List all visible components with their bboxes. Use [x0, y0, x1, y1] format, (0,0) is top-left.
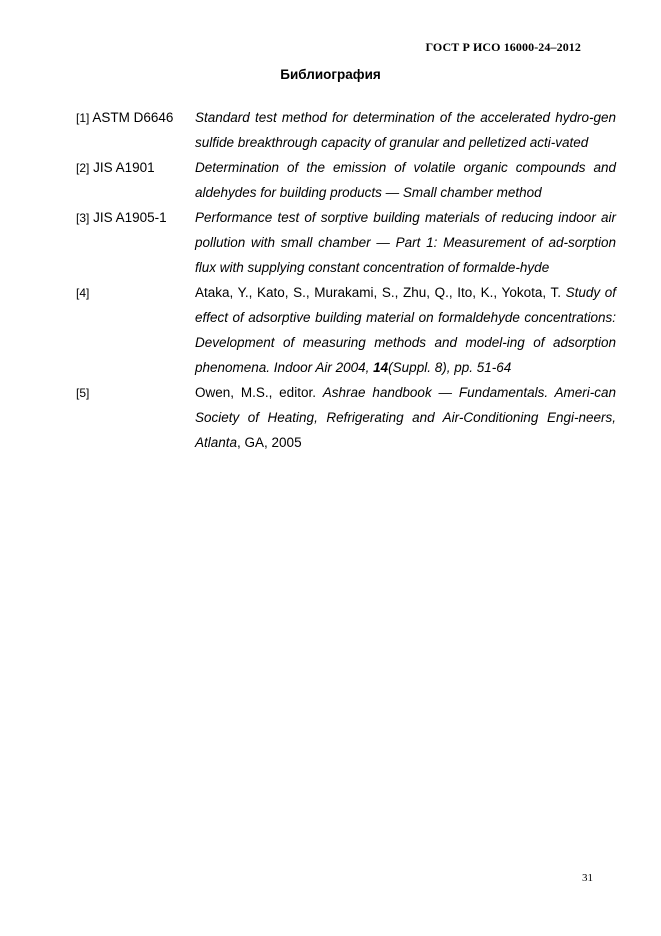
page-number: 31 [582, 872, 593, 884]
reference-title: Study of effect of adsorptive building material on formaldehyde concentrations: Development of measuring methods and model-ing of adsorption phenomena. Indoor Air 2004, [195, 285, 616, 375]
reference-entry-3 [76, 205, 616, 280]
reference-entry-2 [76, 155, 616, 205]
reference-entry-1 [76, 105, 616, 155]
reference-number: [2] [76, 161, 90, 175]
reference-label-1 [76, 105, 195, 131]
reference-code: JIS A1905-1 [89, 210, 167, 225]
reference-number: [5] [76, 386, 90, 400]
reference-title: Standard test method for determination of the accelerated hydro-gen sulfide breakthrough capacity of granular and pelletized acti-vated [195, 110, 616, 150]
reference-label-2 [76, 155, 195, 181]
reference-text-1 [195, 105, 616, 155]
reference-volume: 14 [373, 360, 389, 375]
bibliography-title: Библиография [280, 67, 381, 82]
reference-title: Ashrae handbook — Fundamentals. Ameri-can Society of Heating, Refrigerating and Air-Conditioning Engi-neers, Atlanta [195, 385, 616, 450]
reference-title: Determination of the emission of volatile organic compounds and aldehydes for building products — Small chamber method [195, 160, 616, 200]
reference-entry-5 [76, 380, 616, 455]
reference-pages: (Suppl. 8), pp. 51-64 [388, 360, 512, 375]
reference-code: JIS A1901 [89, 160, 155, 175]
reference-label-4 [76, 280, 195, 306]
reference-number: [1] [76, 111, 90, 125]
bibliography-list [76, 105, 616, 455]
reference-number: [3] [76, 211, 90, 225]
reference-number: [4] [76, 286, 90, 300]
reference-authors: Ataka, Y., Kato, S., Murakami, S., Zhu, Q., Ito, K., Yokota, T. [195, 285, 561, 300]
standard-header: ГОСТ Р ИСО 16000-24–2012 [425, 40, 581, 54]
reference-title: Performance test of sorptive building materials of reducing indoor air pollution with small chamber — Part 1: Measurement of ad-sorption flux with supplying constant concentration of formalde-hyde [195, 210, 616, 275]
reference-text-3 [195, 205, 616, 280]
reference-label-3 [76, 205, 195, 231]
reference-code: ASTM D6646 [89, 110, 174, 125]
reference-location: , GA, 2005 [237, 435, 302, 450]
reference-label-5 [76, 380, 195, 406]
reference-entry-4 [76, 280, 616, 380]
reference-text-5 [195, 380, 616, 455]
reference-authors: Owen, M.S., editor. [195, 385, 316, 400]
reference-text-2 [195, 155, 616, 205]
reference-text-4 [195, 280, 616, 380]
